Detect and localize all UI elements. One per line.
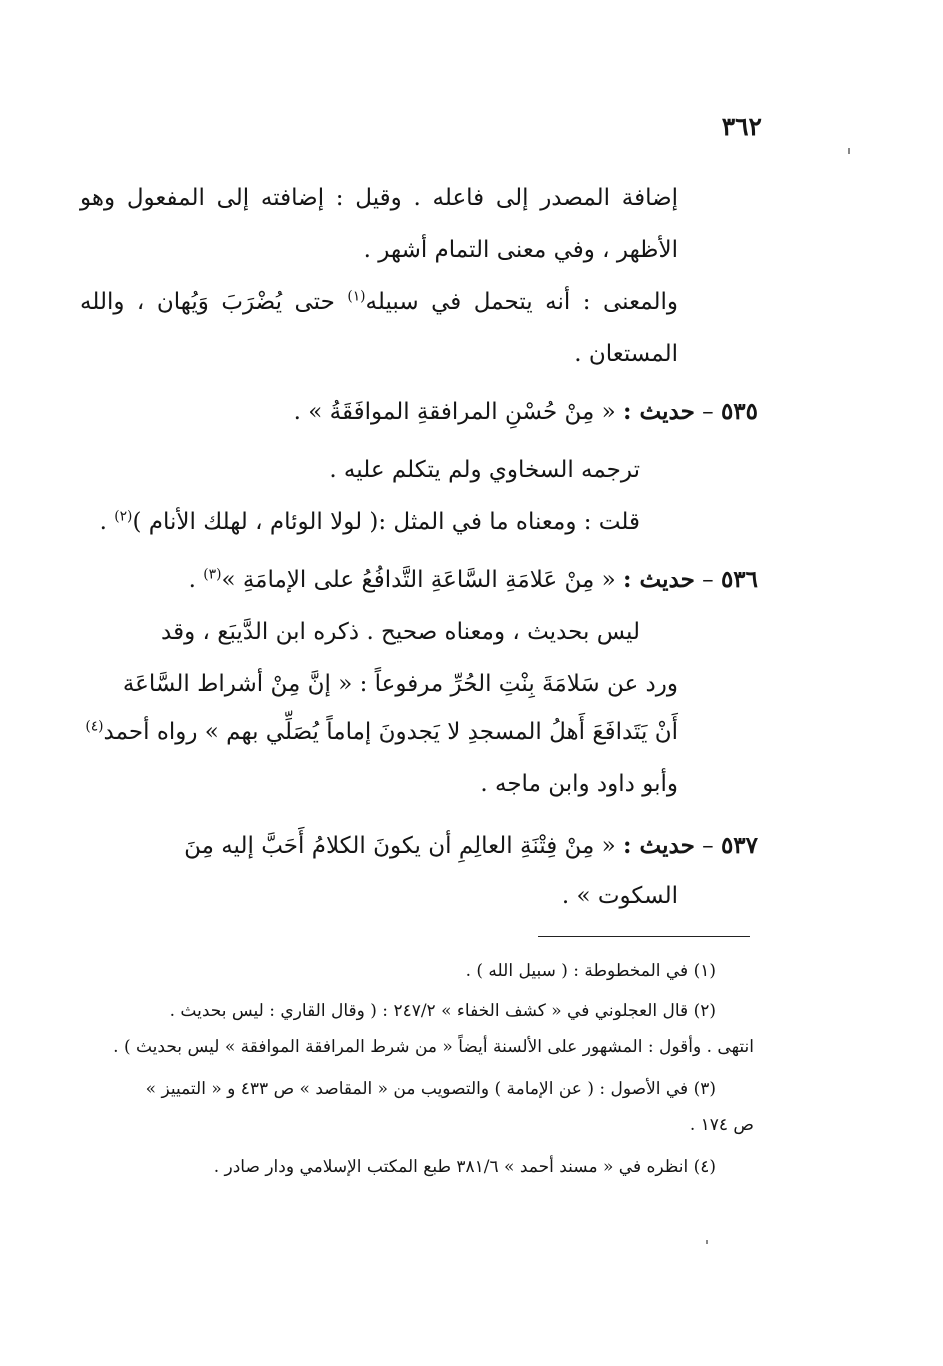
hadith-text: « مِنْ فِتْنَةِ العالِمِ أن يكونَ الكلامُ أَحَبَّ إليه مِنَ (184, 833, 624, 859)
body-line: المستعان . (574, 341, 678, 367)
text-run: أَنْ يَتَدافَعَ أَهلُ المسجدِ لا يَجدونَ إماماً يُصَلِّي بهم » رواه أحمد (103, 719, 678, 745)
body-line (80, 502, 640, 542)
footnote-2-line-1: (٢) قال العجلوني في « كشف الخفاء » ٢٤٧/٢ : ( وقال القاري : ليس بحديث . (169, 1001, 716, 1021)
dash: – (694, 833, 721, 859)
hadith-text: « مِنْ عَلامَةِ السَّاعَةِ التَّدافُعُ على الإمامَةِ » (221, 567, 624, 593)
dash: – (694, 399, 721, 425)
footnote-ref: (٣) (203, 566, 222, 583)
footnote-2-line-2: انتهى . وأقول : المشهور على الألسنة أيضاً « من شرط المرافقة الموافقة » ليس بحديث ) . (113, 1037, 754, 1057)
footnote-separator (538, 936, 750, 937)
footnote-3-line-2: ص ١٧٤ . (689, 1115, 754, 1135)
scan-speck (706, 1240, 708, 1244)
text-run: حتى يُضْرَبَ وَيُهان ، والله (80, 289, 348, 315)
body-line: ورد عن سَلامَةَ بِنْتِ الحُرِّ مرفوعاً : « إنَّ مِنْ أشراط السَّاعَة (122, 671, 678, 697)
text-run: . (188, 567, 204, 593)
footnote-1: (١) في المخطوطة : ( سبيل الله ) . (465, 961, 716, 981)
text-run: والمعنى : أنه يتحمل في سبيله (365, 289, 678, 315)
hadith-heading (80, 826, 758, 866)
hadith-number: ٥٣٦ (720, 566, 758, 593)
text-run: قلت : ومعناه ما في المثل :( لولا الوئام ، لهلك الأنام ) (132, 509, 640, 535)
hadith-label: حديث : (623, 398, 695, 425)
body-line: الأظهر ، وفي معنى التمام أشهر . (363, 237, 678, 263)
footnote-3-line-1: (٣) في الأصول : ( عن الإمامة ) والتصويب من « المقاصد » ص ٤٣٣ و « التمييز » (145, 1079, 716, 1099)
body-line (80, 712, 678, 752)
hadith-number: ٥٣٥ (720, 398, 758, 425)
hadith-label: حديث : (623, 566, 695, 593)
footnote-4: (٤) انظره في « مسند أحمد » ٣٨١/٦ طبع المكتب الإسلامي ودار صادر . (213, 1157, 716, 1177)
hadith-text: « مِنْ حُسْنِ المرافقةِ الموافَقَةُ » . (293, 399, 624, 425)
body-line: وأبو داود وابن ماجه . (480, 771, 678, 797)
page-number: ٣٦٢ (721, 112, 762, 141)
scan-speck (848, 148, 850, 154)
body-line: ترجمه السخاوي ولم يتكلم عليه . (329, 457, 640, 483)
text-run: . (99, 509, 115, 535)
hadith-heading (80, 560, 758, 600)
body-line (80, 282, 678, 322)
footnote-ref: (٤) (85, 718, 104, 735)
body-line: إضافة المصدر إلى فاعله . وقيل : إضافته إلى المفعول وهو (80, 185, 678, 211)
body-line: السكوت » . (561, 883, 678, 909)
hadith-number: ٥٣٧ (720, 832, 758, 859)
footnote-ref: (٢) (114, 508, 133, 525)
hadith-label: حديث : (623, 832, 695, 859)
dash: – (694, 567, 721, 593)
footnote-ref: (١) (347, 288, 366, 305)
body-line: ليس بحديث ، ومعناه صحيح . ذكره ابن الدَّيبَع ، وقد (161, 619, 640, 645)
hadith-heading (80, 392, 758, 432)
